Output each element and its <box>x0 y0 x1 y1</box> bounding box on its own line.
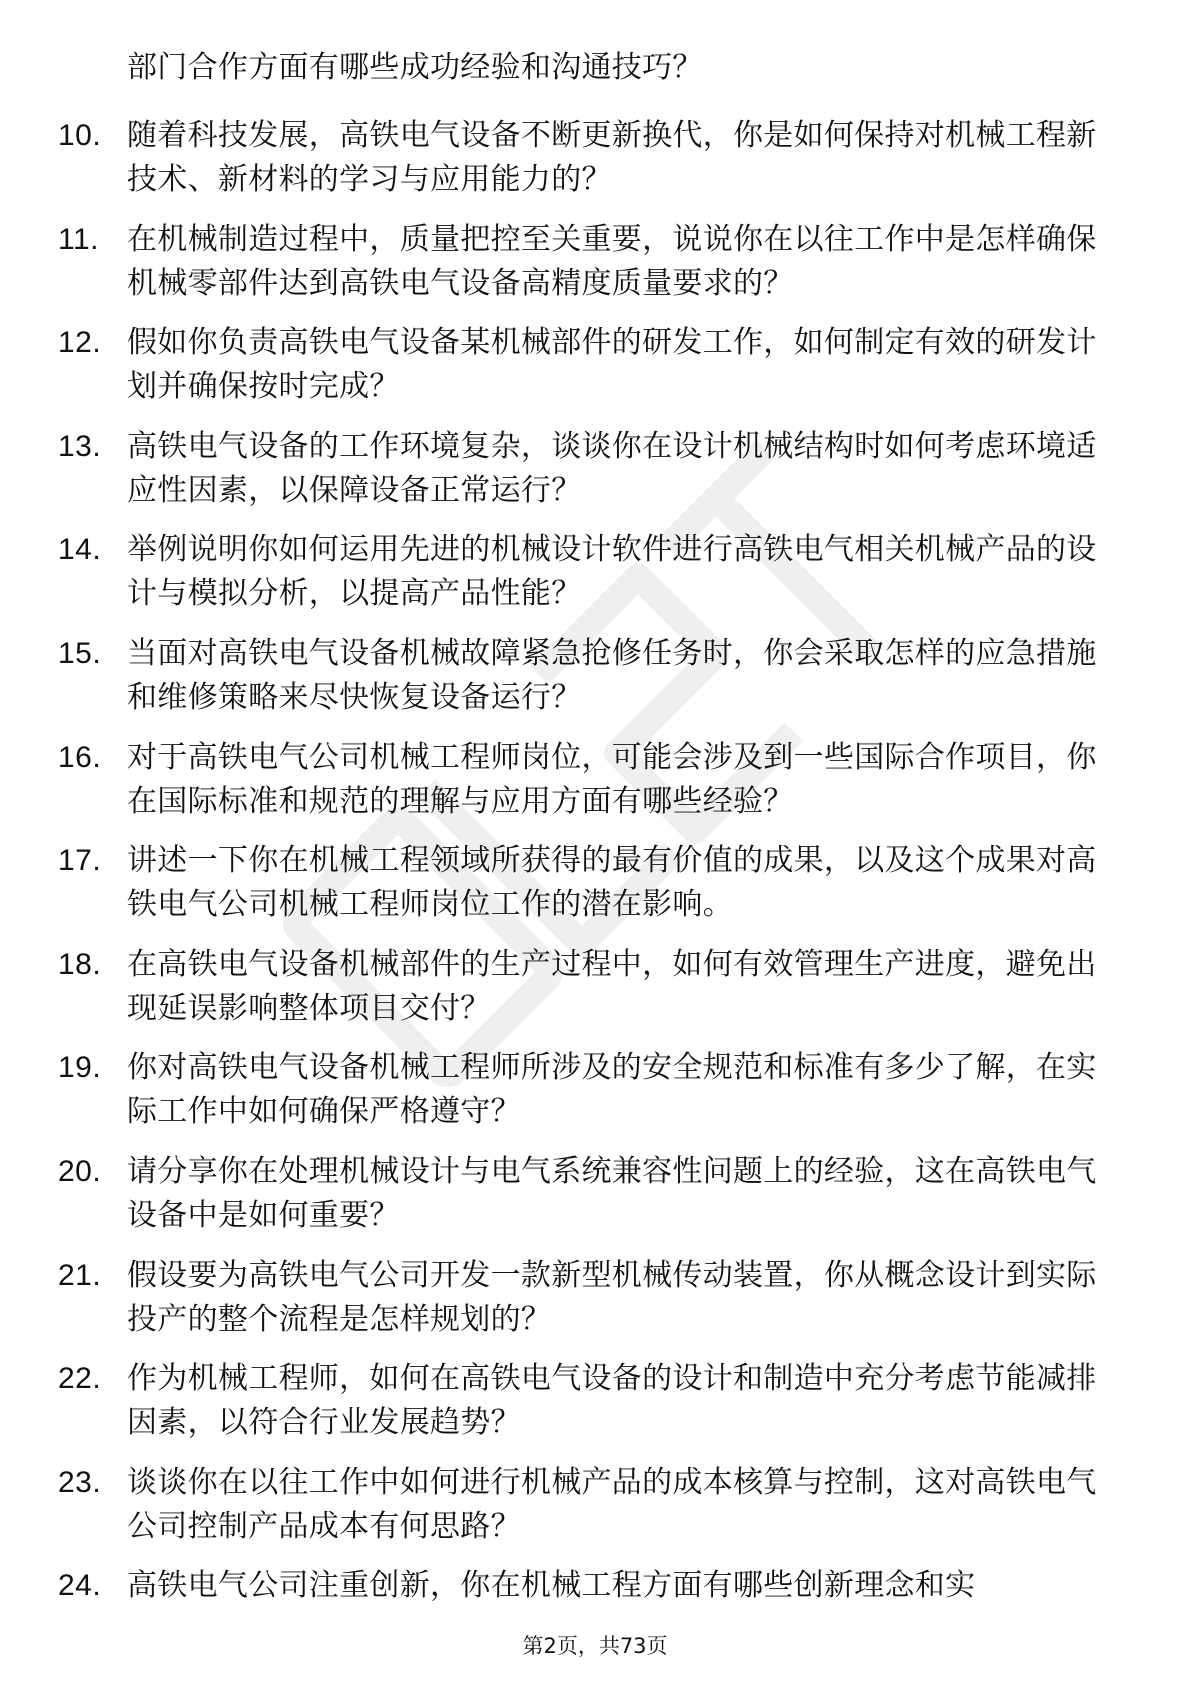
question-number: 19. <box>58 1051 102 1085</box>
question-number: 18. <box>58 947 102 981</box>
question-number: 17. <box>58 844 102 878</box>
question-item <box>0 734 1190 838</box>
question-item <box>0 1252 1190 1356</box>
page-footer: 第2页，共73页 <box>522 1634 668 1658</box>
question-text: 当面对高铁电气设备机械故障紧急抢修任务时，你会采取怎样的应急措施和维修策略来尽快恢复设备运行？ <box>127 635 1097 715</box>
question-text: 请分享你在处理机械设计与电气系统兼容性问题上的经验，这在高铁电气设备中是如何重要？ <box>127 1153 1097 1233</box>
question-number: 15. <box>58 636 102 670</box>
question-item <box>0 1148 1190 1252</box>
question-text: 高铁电气设备的工作环境复杂，谈谈你在设计机械结构时如何考虑环境适应性因素，以保障设备正常运行？ <box>127 428 1097 508</box>
question-text: 随着科技发展，高铁电气设备不断更新换代，你是如何保持对机械工程新技术、新材料的学习与应用能力的？ <box>127 118 1097 197</box>
question-text: 举例说明你如何运用先进的机械设计软件进行高铁电气相关机械产品的设计与模拟分析，以提高产品性能？ <box>127 532 1097 612</box>
question-number: 10. <box>58 119 102 152</box>
continuation-text: 部门合作方面有哪些成功经验和沟通技巧？ <box>127 50 703 85</box>
question-item <box>0 112 1190 216</box>
question-item <box>0 319 1190 423</box>
question-item <box>0 630 1190 734</box>
question-number: 16. <box>58 740 102 774</box>
question-list <box>0 112 1190 1666</box>
question-item <box>0 216 1190 320</box>
question-number: 23. <box>58 1465 102 1499</box>
question-text: 作为机械工程师，如何在高铁电气设备的设计和制造中充分考虑节能减排因素，以符合行业发展趋势？ <box>127 1361 1097 1441</box>
question-item <box>0 423 1190 527</box>
question-item <box>0 837 1190 941</box>
question-text: 假设要为高铁电气公司开发一款新型机械传动装置，你从概念设计到实际投产的整个流程是怎样规划的？ <box>127 1257 1097 1337</box>
question-item <box>0 1044 1190 1148</box>
question-text: 在机械制造过程中，质量把控至关重要，说说你在以往工作中是怎样确保机械零部件达到高铁电气设备高精度质量要求的？ <box>127 221 1097 301</box>
question-number: 11. <box>58 222 99 256</box>
question-number: 13. <box>58 429 102 463</box>
question-number: 12. <box>58 326 102 360</box>
question-text: 谈谈你在以往工作中如何进行机械产品的成本核算与控制，这对高铁电气公司控制产品成本有何思路？ <box>127 1464 1097 1544</box>
question-item <box>0 941 1190 1045</box>
question-item <box>0 1459 1190 1563</box>
question-text: 讲述一下你在机械工程领域所获得的最有价值的成果，以及这个成果对高铁电气公司机械工程师岗位工作的潜在影响。 <box>127 843 1097 923</box>
question-text: 你对高铁电气设备机械工程师所涉及的安全规范和标准有多少了解，在实际工作中如何确保严格遵守？ <box>127 1050 1097 1130</box>
question-number: 14. <box>58 533 102 567</box>
question-text: 对于高铁电气公司机械工程师岗位，可能会涉及到一些国际合作项目，你在国际标准和规范的理解与应用方面有哪些经验？ <box>127 739 1097 819</box>
question-number: 22. <box>58 1362 102 1396</box>
question-number: 24. <box>58 1569 102 1603</box>
question-text: 假如你负责高铁电气设备某机械部件的研发工作，如何制定有效的研发计划并确保按时完成？ <box>127 325 1097 405</box>
question-number: 20. <box>58 1154 102 1188</box>
question-text: 高铁电气公司注重创新，你在机械工程方面有哪些创新理念和实 <box>127 1568 976 1604</box>
question-number: 21. <box>58 1258 102 1292</box>
question-text: 在高铁电气设备机械部件的生产过程中，如何有效管理生产进度，避免出现延误影响整体项目交付？ <box>127 946 1097 1026</box>
question-item <box>0 1355 1190 1459</box>
question-item <box>0 526 1190 630</box>
